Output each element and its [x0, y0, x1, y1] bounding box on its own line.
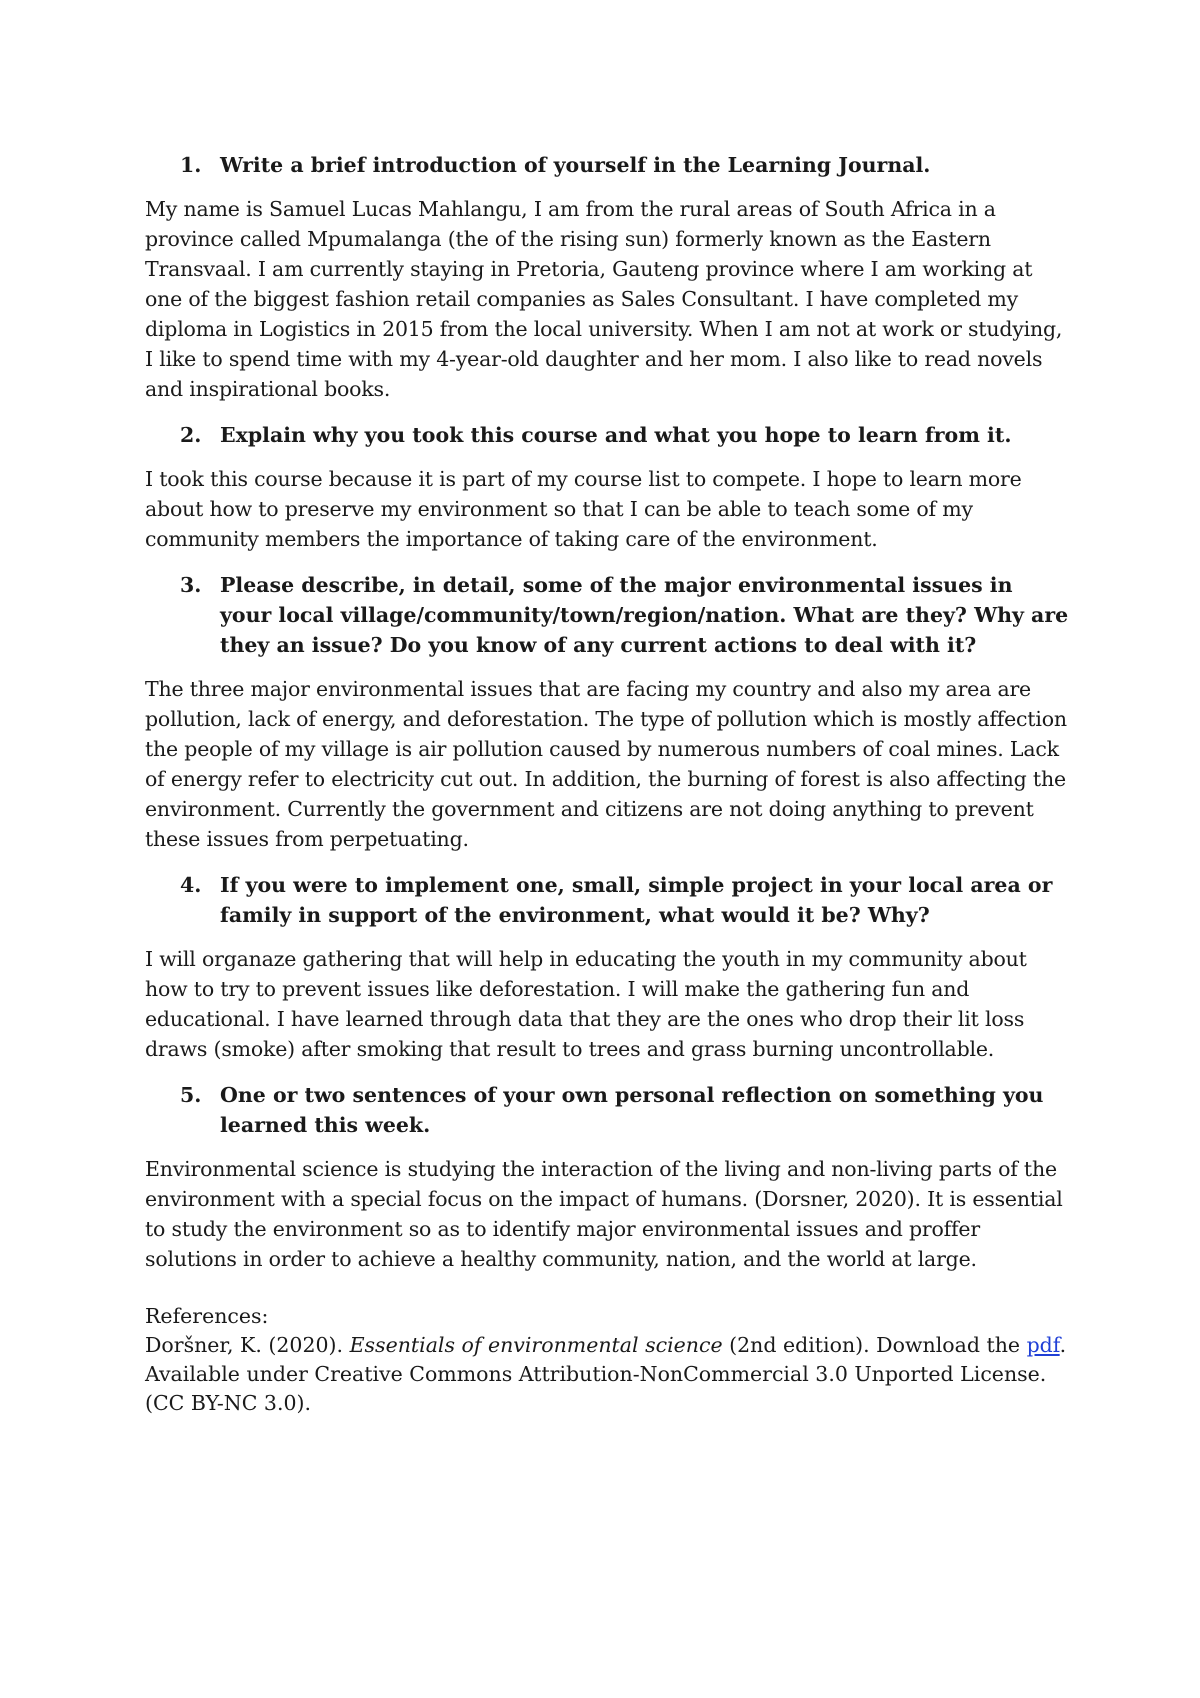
question-number: 1.: [180, 153, 202, 177]
question-heading: [145, 420, 1070, 450]
question-block-3: [145, 570, 1070, 854]
answer-paragraph: My name is Samuel Lucas Mahlangu, I am from the rural areas of South Africa in a province called Mpumalanga (the of the rising sun) formerly known as the Eastern Transvaal. I am currently staying in Pretoria, Gauteng province where I am working at one of the biggest fashion retail companies as Sales Consultant. I have completed my diploma in Logistics in 2015 from the local university. When I am not at work or studying, I like to spend time with my 4-year-old daughter and her mom. I also like to read novels and inspirational books.: [145, 197, 1063, 401]
answer-paragraph: I will organaze gathering that will help in educating the youth in my community about how to try to prevent issues like deforestation. I will make the gathering fun and educational. I have learned through data that they are the ones who drop their lit loss draws (smoke) after smoking that result to trees and grass burning uncontrollable.: [145, 947, 1027, 1061]
question-heading: [145, 570, 1070, 660]
question-text: If you were to implement one, small, simple project in your local area or family in support of the environment, what would it be? Why?: [220, 873, 1053, 927]
citation-license: . Available under Creative Commons Attribution-NonCommercial 3.0 Unported License. (CC BY-NC 3.0).: [145, 1333, 1067, 1415]
question-heading: [145, 870, 1070, 930]
citation-title: Essentials of environmental science: [349, 1333, 723, 1357]
question-text: Write a brief introduction of yourself in the Learning Journal.: [220, 153, 931, 177]
question-number: 4.: [180, 873, 202, 897]
question-heading: [145, 1080, 1070, 1140]
question-block-5: [145, 1080, 1070, 1274]
question-number: 3.: [180, 573, 202, 597]
question-text: Explain why you took this course and what you hope to learn from it.: [220, 423, 1012, 447]
citation-edition: (2nd edition). Download the: [722, 1333, 1027, 1357]
question-block-2: [145, 420, 1070, 554]
reference-citation: [145, 1331, 1070, 1418]
pdf-link[interactable]: pdf: [1026, 1333, 1060, 1357]
question-text: One or two sentences of your own personal reflection on something you learned this week.: [220, 1083, 1044, 1137]
question-block-1: [145, 150, 1070, 404]
question-block-4: [145, 870, 1070, 1064]
references-heading: References:: [145, 1304, 269, 1328]
question-number: 5.: [180, 1083, 202, 1107]
question-heading: [145, 150, 1070, 180]
answer-paragraph: Environmental science is studying the interaction of the living and non-living parts of the environment with a special focus on the impact of humans. (Dorsner, 2020). It is essential to study the environment so as to identify major environmental issues and proffer solutions in order to achieve a healthy community, nation, and the world at large.: [145, 1157, 1063, 1271]
answer-paragraph: The three major environmental issues that are facing my country and also my area are pollution, lack of energy, and deforestation. The type of pollution which is mostly affection the people of my village is air pollution caused by numerous numbers of coal mines. Lack of energy refer to electricity cut out. In addition, the burning of forest is also affecting the environment. Currently the government and citizens are not doing anything to prevent these issues from perpetuating.: [145, 677, 1067, 851]
citation-author-year: Doršner, K. (2020).: [145, 1333, 350, 1357]
question-number: 2.: [180, 423, 202, 447]
answer-paragraph: I took this course because it is part of my course list to compete. I hope to learn more about how to preserve my environment so that I can be able to teach some of my community members the importance of taking care of the environment.: [145, 467, 1022, 551]
question-text: Please describe, in detail, some of the major environmental issues in your local village/community/town/region/nation. What are they? Why are they an issue? Do you know of any current actions to deal with it?: [220, 573, 1069, 657]
references-section: [145, 1302, 1070, 1418]
